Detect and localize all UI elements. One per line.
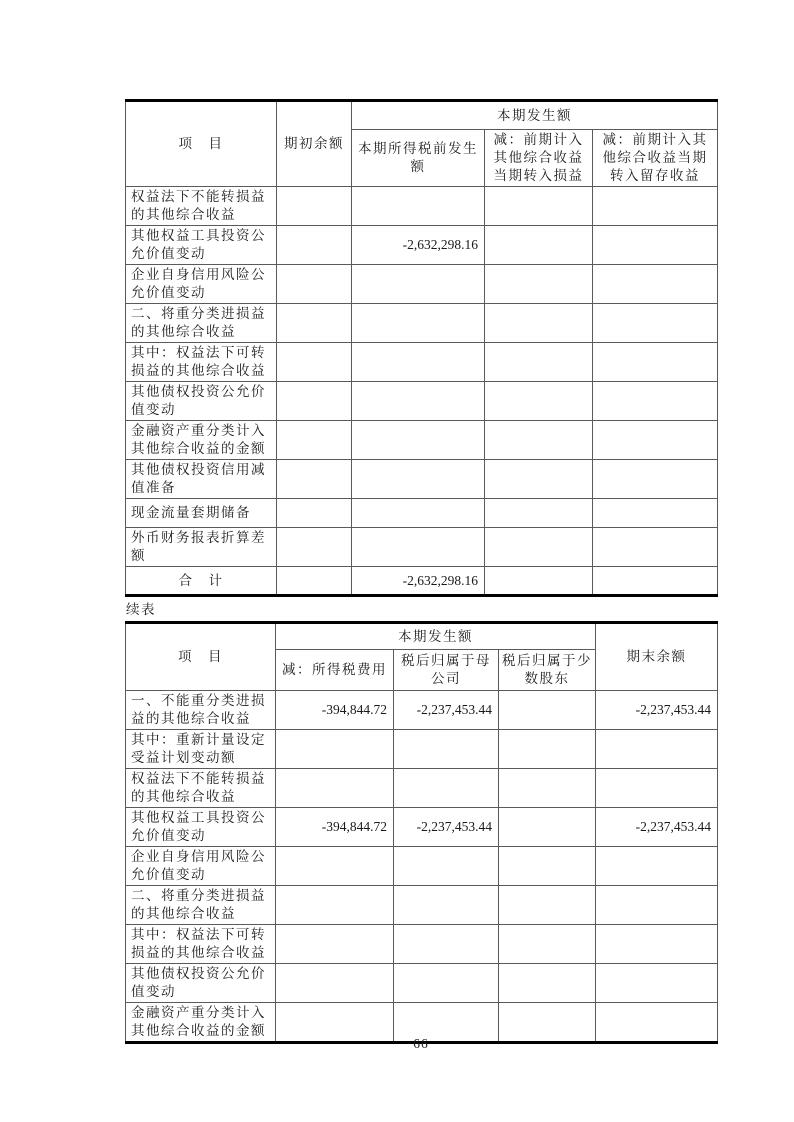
table1-header-row-1: [126, 101, 718, 130]
item-cell: 其中：权益法下可转损益的其他综合收益: [126, 925, 276, 964]
table-row: [126, 499, 718, 528]
value-cell: [593, 567, 718, 596]
value-cell: [593, 421, 718, 460]
table-row: [126, 808, 718, 847]
value-cell: [352, 528, 485, 567]
item-cell: 权益法下不能转损益的其他综合收益: [126, 769, 276, 808]
value-cell: [499, 847, 596, 886]
value-cell: [394, 886, 499, 925]
value-cell: [352, 265, 485, 304]
value-cell: [394, 769, 499, 808]
total-label-cell: 合 计: [126, 567, 277, 596]
value-cell: [276, 925, 394, 964]
item-cell: 其他债权投资公允价值变动: [126, 382, 277, 421]
value-cell: [277, 382, 352, 421]
value-cell: [277, 226, 352, 265]
value-cell: [352, 421, 485, 460]
value-cell: -394,844.72: [276, 808, 394, 847]
item-cell: 二、将重分类进损益的其他综合收益: [126, 304, 277, 343]
value-cell: [277, 460, 352, 499]
value-cell: -394,844.72: [276, 691, 394, 730]
oci-table-current-period: [125, 99, 718, 597]
table-row: [126, 964, 718, 1003]
value-cell: -2,632,298.16: [352, 226, 485, 265]
value-cell: -2,237,453.44: [394, 691, 499, 730]
value-cell: [485, 187, 593, 226]
table-row: [126, 691, 718, 730]
table-row: [126, 226, 718, 265]
value-cell: [596, 886, 718, 925]
table1-column-header-item: 项 目: [126, 101, 277, 187]
value-cell: -2,237,453.44: [394, 808, 499, 847]
table2-column-header-after-tax-parent: 税后归属于母公司: [394, 650, 499, 691]
value-cell: [485, 304, 593, 343]
value-cell: [499, 730, 596, 769]
item-cell: 二、将重分类进损益的其他综合收益: [126, 886, 276, 925]
value-cell: [499, 964, 596, 1003]
table1-column-header-less-transferred-to-pl: 减：前期计入其他综合收益当期转入损益: [485, 130, 593, 187]
value-cell: [593, 499, 718, 528]
table1-column-header-beginning-balance: 期初余额: [277, 101, 352, 187]
total-row: [126, 567, 718, 596]
item-cell: 其他债权投资公允价值变动: [126, 964, 276, 1003]
value-cell: [277, 265, 352, 304]
value-cell: [277, 499, 352, 528]
table2-column-header-item: 项 目: [126, 623, 276, 691]
value-cell: [352, 382, 485, 421]
value-cell: -2,237,453.44: [596, 691, 718, 730]
table-row: [126, 304, 718, 343]
table2-header-row-1: [126, 623, 718, 650]
item-cell: 一、不能重分类进损益的其他综合收益: [126, 691, 276, 730]
value-cell: [596, 925, 718, 964]
value-cell: -2,237,453.44: [596, 808, 718, 847]
value-cell: [485, 226, 593, 265]
value-cell: [352, 304, 485, 343]
item-cell: 金融资产重分类计入其他综合收益的金额: [126, 1003, 276, 1043]
table-row: [126, 528, 718, 567]
table-row: [126, 382, 718, 421]
table-row: [126, 460, 718, 499]
value-cell: [394, 964, 499, 1003]
value-cell: [485, 567, 593, 596]
value-cell: [499, 808, 596, 847]
continued-table-label: 续表: [126, 602, 156, 617]
value-cell: [276, 886, 394, 925]
value-cell: [352, 499, 485, 528]
table2-column-header-current-period-group: 本期发生额: [276, 623, 596, 650]
value-cell: [485, 499, 593, 528]
table-row: [126, 343, 718, 382]
table-row: [126, 847, 718, 886]
item-cell: 其他债权投资信用减值准备: [126, 460, 277, 499]
table2-column-header-after-tax-minority: 税后归属于少数股东: [499, 650, 596, 691]
value-cell: [485, 528, 593, 567]
value-cell: [276, 964, 394, 1003]
value-cell: [485, 265, 593, 304]
item-cell: 其中：重新计量设定受益计划变动额: [126, 730, 276, 769]
value-cell: [276, 769, 394, 808]
value-cell: [596, 964, 718, 1003]
table1-column-header-less-transferred-to-retained: 减：前期计入其他综合收益当期转入留存收益: [593, 130, 718, 187]
value-cell: [276, 847, 394, 886]
value-cell: [277, 421, 352, 460]
value-cell: [277, 187, 352, 226]
value-cell: [277, 304, 352, 343]
item-cell: 企业自身信用风险公允价值变动: [126, 847, 276, 886]
value-cell: [593, 226, 718, 265]
table-row: [126, 187, 718, 226]
table-row: [126, 769, 718, 808]
value-cell: [485, 460, 593, 499]
value-cell: [276, 730, 394, 769]
value-cell: [485, 382, 593, 421]
value-cell: [394, 730, 499, 769]
value-cell: [593, 187, 718, 226]
value-cell: [352, 343, 485, 382]
value-cell: [485, 343, 593, 382]
page-number: 66: [413, 1036, 429, 1051]
value-cell: [394, 925, 499, 964]
table-row: [126, 265, 718, 304]
value-cell: [485, 421, 593, 460]
value-cell: [277, 567, 352, 596]
table1-column-header-pretax-amount: 本期所得税前发生额: [352, 130, 485, 187]
table2-column-header-ending-balance: 期末余额: [596, 623, 718, 691]
value-cell: [596, 730, 718, 769]
value-cell: [593, 304, 718, 343]
item-cell: 现金流量套期储备: [126, 499, 277, 528]
value-cell: [277, 528, 352, 567]
value-cell: [499, 769, 596, 808]
table2-column-header-less-income-tax: 减：所得税费用: [276, 650, 394, 691]
item-cell: 企业自身信用风险公允价值变动: [126, 265, 277, 304]
value-cell: [593, 528, 718, 567]
item-cell: 金融资产重分类计入其他综合收益的金额: [126, 421, 277, 460]
value-cell: [596, 847, 718, 886]
value-cell: -2,632,298.16: [352, 567, 485, 596]
table-row: [126, 925, 718, 964]
item-cell: 其中：权益法下可转损益的其他综合收益: [126, 343, 277, 382]
table-row: [126, 730, 718, 769]
value-cell: [499, 691, 596, 730]
oci-table-continued: [125, 621, 718, 1044]
item-cell: 外币财务报表折算差额: [126, 528, 277, 567]
value-cell: [499, 925, 596, 964]
value-cell: [593, 382, 718, 421]
value-cell: [593, 343, 718, 382]
value-cell: [352, 460, 485, 499]
table-row: [126, 421, 718, 460]
page-content: [125, 99, 717, 1044]
item-cell: 其他权益工具投资公允价值变动: [126, 808, 276, 847]
value-cell: [277, 343, 352, 382]
item-cell: 权益法下不能转损益的其他综合收益: [126, 187, 277, 226]
value-cell: [394, 847, 499, 886]
value-cell: [596, 769, 718, 808]
table1-column-header-current-period-group: 本期发生额: [352, 101, 718, 130]
value-cell: [499, 886, 596, 925]
item-cell: 其他权益工具投资公允价值变动: [126, 226, 277, 265]
value-cell: [593, 460, 718, 499]
value-cell: [352, 187, 485, 226]
table-row: [126, 886, 718, 925]
value-cell: [593, 265, 718, 304]
